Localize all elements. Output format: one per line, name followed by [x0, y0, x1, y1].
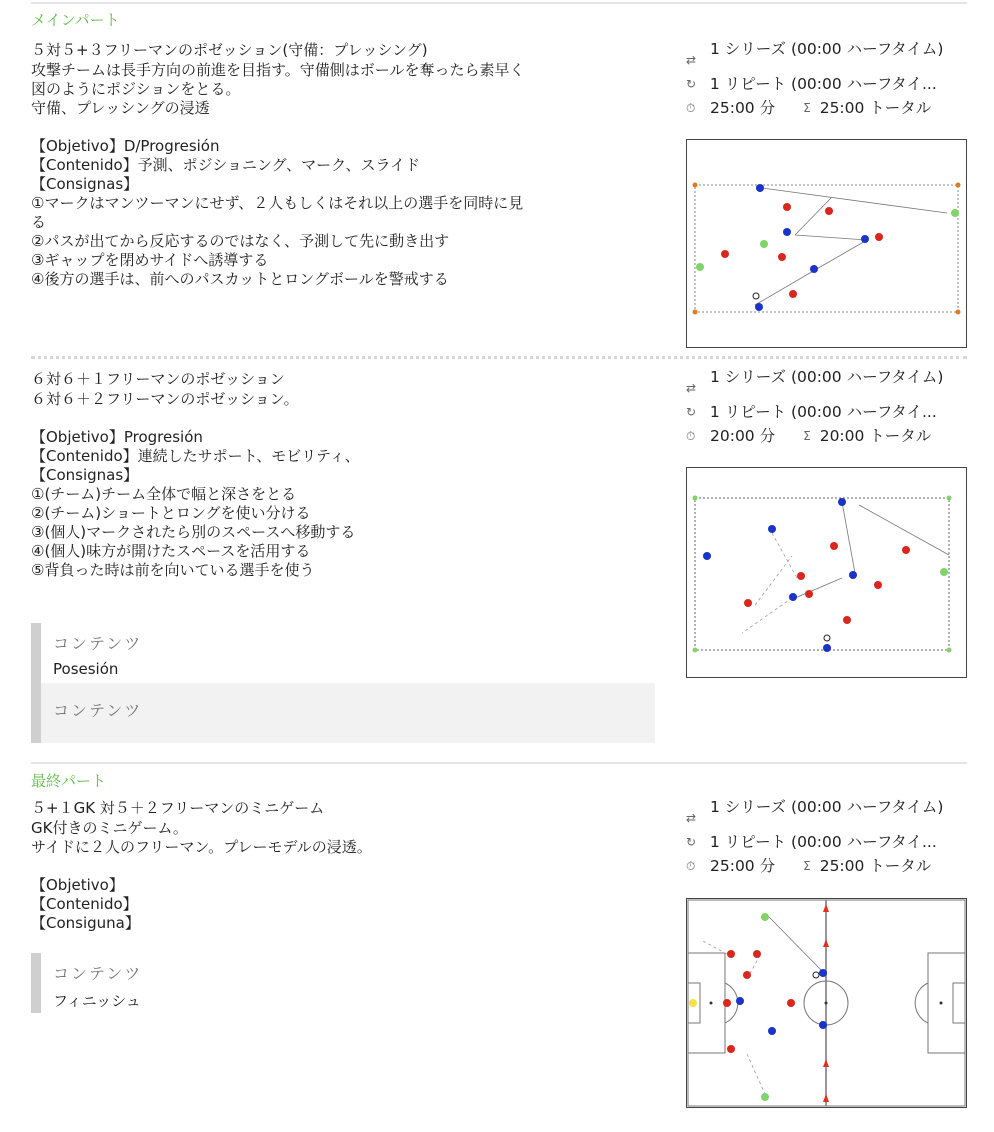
- cone: [693, 496, 698, 501]
- player-blue: [756, 184, 764, 192]
- consigna-point: ①(チーム)チーム全体で幅と深さをとる: [31, 485, 297, 503]
- player-red: [727, 950, 735, 958]
- content-value: フィニッシュ: [53, 992, 141, 1010]
- ball: [824, 635, 830, 641]
- player-red: [797, 572, 805, 580]
- exercise-title: ５対５+３フリーマンのポゼッション(守備：プレッシング): [31, 41, 428, 59]
- cone: [823, 1059, 829, 1067]
- penalty-spot: [710, 1002, 713, 1005]
- player-green: [696, 263, 704, 271]
- objetivo-line: 【Objetivo】Progresión: [31, 428, 203, 446]
- player-green: [761, 913, 769, 921]
- field-boundary: [695, 185, 958, 312]
- consignas-line: 【Consignas】: [31, 175, 139, 193]
- objetivo-line: 【Objetivo】: [31, 876, 124, 894]
- player-green: [951, 209, 959, 217]
- cone: [956, 183, 961, 188]
- contenido-line: 【Contenido】連続したサポート、モビリティ、: [31, 447, 360, 465]
- player-red: [902, 546, 910, 554]
- exercise-3-meta: [686, 796, 971, 878]
- exercise-desc-line: 図のようにポジションをとる。: [31, 80, 241, 98]
- total-text: 25:00 トータル: [819, 857, 932, 875]
- series-icon: ⇄: [686, 53, 697, 67]
- player-red: [830, 542, 838, 550]
- cone: [693, 183, 698, 188]
- exercise-desc-line: 守備、プレッシングの浸透: [31, 99, 210, 117]
- player-blue: [823, 644, 831, 652]
- player-green: [760, 240, 768, 248]
- repeat-text: 1 リピート (00:00 ハーフタイ...: [709, 833, 937, 851]
- content-box: [31, 953, 331, 1013]
- player-red: [727, 1045, 735, 1053]
- pass-line: [755, 270, 815, 305]
- content-label: コンテンツ: [53, 964, 143, 983]
- player-red: [723, 999, 731, 1007]
- timer-icon: ⏱: [686, 859, 696, 873]
- cone: [947, 648, 952, 653]
- player-blue: [755, 303, 763, 311]
- sigma-icon: Σ: [803, 429, 811, 443]
- player-blue: [768, 1027, 776, 1035]
- pass-line: [795, 578, 842, 598]
- section-divider: [31, 2, 967, 4]
- pass-line: [795, 197, 832, 235]
- player-red: [721, 250, 729, 258]
- repeat-text: 1 リピート (00:00 ハーフタイ...: [709, 403, 937, 421]
- player-red: [789, 290, 797, 298]
- player-blue: [849, 571, 857, 579]
- exercise-1-text: [31, 40, 651, 289]
- player-red: [778, 253, 786, 261]
- timer-icon: ⏱: [686, 429, 696, 443]
- repeat-icon: ↻: [686, 77, 697, 91]
- cone: [947, 496, 952, 501]
- player-blue: [783, 228, 791, 236]
- player-red: [783, 203, 791, 211]
- ball: [813, 972, 819, 978]
- consigna-point: ②(チーム)ショートとロングを使い分ける: [31, 504, 311, 522]
- player-blue: [703, 552, 711, 560]
- run-line: [755, 556, 792, 605]
- player-green: [940, 568, 948, 576]
- content-box: [31, 623, 655, 743]
- exercise-desc-line: GK付きのミニゲーム。: [31, 819, 188, 837]
- ball: [753, 293, 759, 299]
- sigma-icon: Σ: [803, 101, 811, 115]
- objetivo-line: 【Objetivo】D/Progresión: [31, 137, 220, 155]
- timer-icon: ⏱: [686, 101, 696, 115]
- player-red: [743, 971, 751, 979]
- player-green: [761, 1093, 769, 1101]
- pass-line: [769, 917, 822, 971]
- minutes-text: 25:00 分: [710, 99, 776, 117]
- player-blue: [736, 997, 744, 1005]
- exercise-3-text: [31, 798, 651, 933]
- center-spot: [825, 1002, 828, 1005]
- repeat-text: 1 リピート (00:00 ハーフタイ...: [709, 75, 937, 93]
- exercise-desc-line: 攻撃チームは長手方向の前進を目指す。守備側はボールを奪ったら素早く: [31, 61, 525, 79]
- tactical-diagram-3: [686, 898, 967, 1108]
- player-red: [744, 599, 752, 607]
- player-red: [875, 233, 883, 241]
- repeat-icon: ↻: [686, 835, 697, 849]
- total-text: 25:00 トータル: [819, 99, 932, 117]
- player-blue: [838, 498, 846, 506]
- tactical-diagram-2: [686, 467, 967, 678]
- player-red: [843, 616, 851, 624]
- total-text: 20:00 トータル: [819, 427, 932, 445]
- player-blue: [819, 969, 827, 977]
- cone: [693, 310, 698, 315]
- exercise-1-meta: [686, 38, 971, 120]
- pass-line: [815, 240, 867, 270]
- section-divider: [31, 762, 967, 764]
- player-red: [805, 590, 813, 598]
- series-icon: ⇄: [686, 381, 697, 395]
- sigma-icon: Σ: [803, 859, 811, 873]
- exercise-title: ５+１GK 対５＋２フリーマンのミニゲーム: [31, 799, 325, 817]
- exercise-desc-line: サイドに２人のフリーマン。プレーモデルの浸透。: [31, 838, 372, 856]
- cone: [823, 939, 829, 947]
- minutes-text: 25:00 分: [710, 857, 776, 875]
- run-line: [747, 1054, 765, 1094]
- minutes-text: 20:00 分: [710, 427, 776, 445]
- player-blue: [768, 525, 776, 533]
- exercise-2-meta: [686, 366, 971, 448]
- series-icon: ⇄: [686, 811, 697, 825]
- tactical-diagram-1: [686, 139, 967, 348]
- contenido-line: 【Contenido】: [31, 895, 138, 913]
- pass-line: [795, 235, 867, 240]
- field-boundary: [695, 498, 949, 650]
- pass-line: [842, 502, 855, 573]
- section-label-final: 最終パート: [31, 772, 107, 790]
- consigna-point: ⑤背負った時は前を向いている選手を使う: [31, 561, 315, 579]
- consigna-point: る: [31, 213, 47, 231]
- player-red: [825, 207, 833, 215]
- player-blue: [810, 265, 818, 273]
- player-red: [787, 999, 795, 1007]
- consigna-point: ④(個人)味方が開けたスペースを活用する: [31, 542, 311, 560]
- consigna-point: ②パスが出てから反応するのではなく、予測して先に動き出す: [31, 232, 450, 250]
- content-label: コンテンツ: [53, 634, 143, 653]
- cone: [823, 1094, 829, 1102]
- content-value: Posesión: [53, 660, 119, 678]
- penalty-box-right: [928, 953, 965, 1053]
- player-blue: [789, 593, 797, 601]
- cone: [823, 904, 829, 912]
- series-text: 1 シリーズ (00:00 ハーフタイム): [710, 368, 944, 386]
- series-text: 1 シリーズ (00:00 ハーフタイム): [710, 798, 944, 816]
- consiguna-line: 【Consiguna】: [31, 914, 140, 932]
- exercise-divider: [31, 356, 967, 359]
- consigna-point: ④後方の選手は、前へのパスカットとロングボールを警戒する: [31, 270, 449, 288]
- consignas-line: 【Consignas】: [31, 466, 139, 484]
- consigna-point: ③(個人)マークされたら別のスペースへ移動する: [31, 523, 356, 541]
- goalkeeper: [689, 999, 697, 1007]
- exercise-2-text: [31, 369, 651, 580]
- consigna-point: ③ギャップを閉めサイドへ誘導する: [31, 251, 269, 269]
- player-red: [874, 581, 882, 589]
- penalty-arc: [915, 983, 928, 1023]
- penalty-spot: [940, 1002, 943, 1005]
- contenido-line: 【Contenido】予測、ポジショニング、マーク、スライド: [31, 156, 421, 174]
- run-line: [772, 533, 797, 578]
- cone: [956, 310, 961, 315]
- goal-box-right: [953, 983, 965, 1023]
- content-label: コンテンツ: [53, 701, 143, 720]
- player-blue: [819, 1021, 827, 1029]
- repeat-icon: ↻: [686, 405, 697, 419]
- player-blue: [861, 235, 869, 243]
- exercise-desc-line: ６対６＋２フリーマンのポゼッション。: [31, 390, 299, 408]
- series-text: 1 シリーズ (00:00 ハーフタイム): [710, 40, 944, 58]
- section-label-main: メインパート: [31, 11, 120, 29]
- exercise-title: ６対６＋１フリーマンのポゼッション: [31, 370, 285, 388]
- cone: [693, 648, 698, 653]
- player-red: [753, 950, 761, 958]
- consigna-point: ①マークはマンツーマンにせず、２人もしくはそれ以上の選手を同時に見: [31, 194, 524, 212]
